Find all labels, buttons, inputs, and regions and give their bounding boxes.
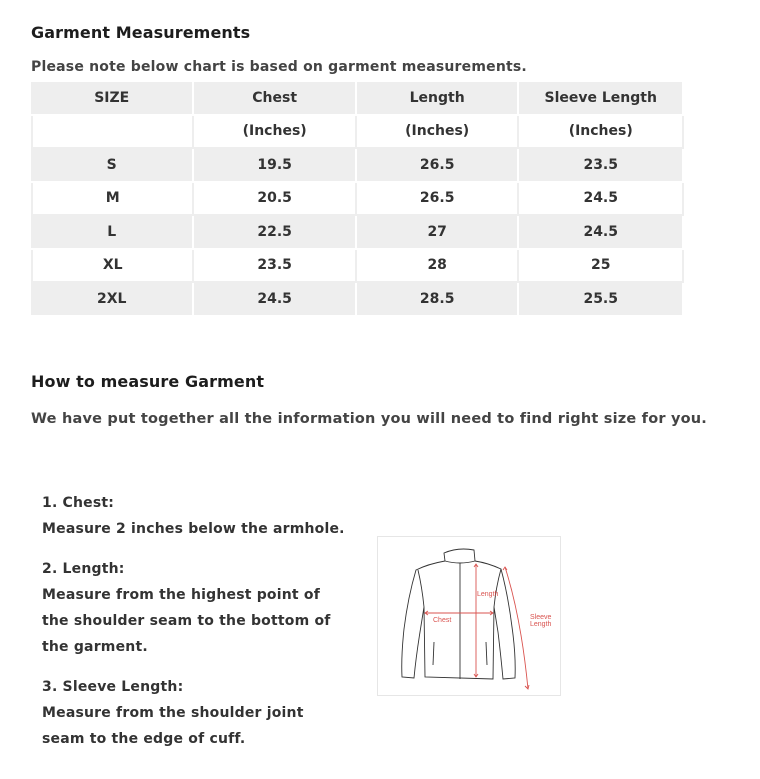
table-row [31,149,684,183]
table-row [31,183,684,217]
size-chart-table [31,82,684,317]
cell-chest: 22.5 [194,216,357,250]
cell-length: 27 [357,216,520,250]
table-row [31,250,684,284]
cell-length: 26.5 [357,183,520,217]
cell-sleeve: 24.5 [519,216,684,250]
step-line: seam to the edge of cuff. [42,731,246,747]
step-sleeve [42,674,304,752]
cell-length: 26.5 [357,149,520,183]
step-line: Measure from the highest point of [42,587,320,603]
table-units-row [31,116,684,150]
cell-length: 28 [357,250,520,284]
cell-length: 28.5 [357,283,520,317]
howto-title: How to measure Garment [31,372,265,391]
diagram-length-label: Length [477,591,499,598]
cell-size: L [31,216,194,250]
units-sleeve-length: (Inches) [519,116,684,150]
cell-chest: 20.5 [194,183,357,217]
cell-sleeve: 25 [519,250,684,284]
diagram-sleeve-label-1: Sleeve [530,614,552,621]
step-chest [42,490,345,542]
diagram-chest-label: Chest [433,617,452,624]
measurements-title: Garment Measurements [31,23,251,42]
cell-chest: 23.5 [194,250,357,284]
cell-size: 2XL [31,283,194,317]
howto-intro: We have put together all the information you will need to find right size for you. [31,411,707,427]
units-chest: (Inches) [194,116,357,150]
cell-chest: 24.5 [194,283,357,317]
cell-sleeve: 25.5 [519,283,684,317]
table-row [31,216,684,250]
step-heading: 1. Chest: [42,495,115,511]
cell-size: XL [31,250,194,284]
units-length: (Inches) [357,116,520,150]
step-line: the shoulder seam to the bottom of [42,613,331,629]
cell-sleeve: 24.5 [519,183,684,217]
step-line: the garment. [42,639,148,655]
step-line: Measure from the shoulder joint [42,705,304,721]
diagram-sleeve-label-2: Length [530,621,552,628]
units-size [31,116,194,150]
header-chest: Chest [194,82,357,116]
header-sleeve-length: Sleeve Length [519,82,684,116]
cell-size: M [31,183,194,217]
cell-size: S [31,149,194,183]
jacket-measure-diagram [377,536,561,696]
step-heading: 2. Length: [42,561,125,577]
table-row [31,283,684,317]
step-length [42,556,331,660]
step-line: Measure 2 inches below the armhole. [42,521,345,537]
header-length: Length [357,82,520,116]
header-size: SIZE [31,82,194,116]
jacket-icon [378,537,560,695]
table-header-row [31,82,684,116]
cell-sleeve: 23.5 [519,149,684,183]
step-heading: 3. Sleeve Length: [42,679,184,695]
cell-chest: 19.5 [194,149,357,183]
measurements-note: Please note below chart is based on garment measurements. [31,59,527,75]
